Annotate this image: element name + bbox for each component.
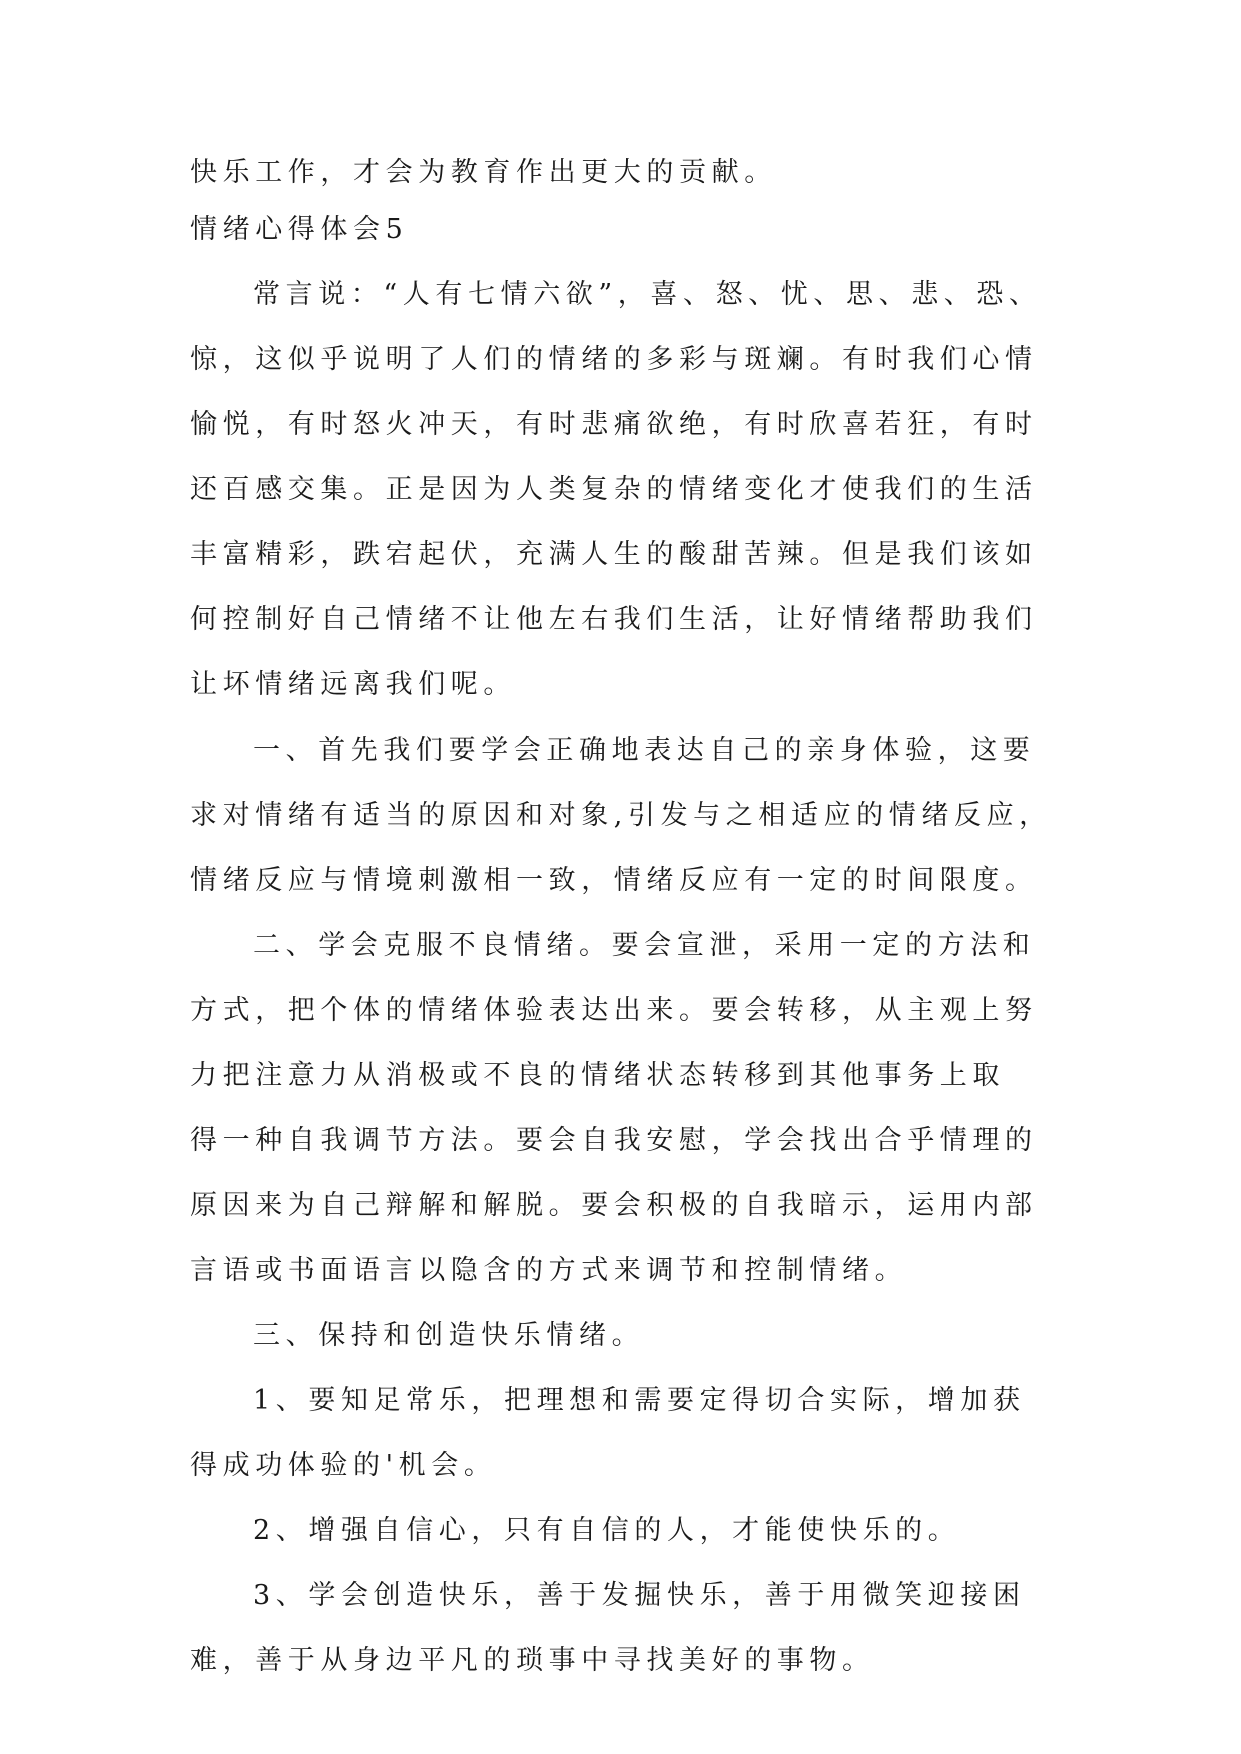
paragraph-first-line: 1、要知足常乐，把理想和需要定得切合实际，增加获 xyxy=(253,1385,1026,1416)
paragraph-first-line: 3、学会创造快乐，善于发掘快乐，善于用微笑迎接困 xyxy=(253,1580,1026,1611)
paragraph-first-line: 一、首先我们要学会正确地表达自己的亲身体验，这要 xyxy=(253,735,1036,766)
body-line: 愉悦，有时怒火冲天，有时悲痛欲绝，有时欣喜若狂，有时 xyxy=(190,409,1038,440)
section-heading: 情绪心得体会5 xyxy=(190,214,409,245)
paragraph-first-line: 2、增强自信心，只有自信的人，才能使快乐的。 xyxy=(253,1515,961,1546)
body-line: 方式，把个体的情绪体验表达出来。要会转移，从主观上努 xyxy=(190,995,1038,1026)
body-line: 得一种自我调节方法。要会自我安慰，学会找出合乎情理的 xyxy=(190,1125,1038,1156)
paragraph-first-line: 常言说：“人有七情六欲”，喜、怒、忧、思、悲、恐、 xyxy=(253,279,1042,310)
body-line: 还百感交集。正是因为人类复杂的情绪变化才使我们的生活 xyxy=(190,474,1038,505)
body-line: 言语或书面语言以隐含的方式来调节和控制情绪。 xyxy=(190,1255,908,1286)
body-line: 难，善于从身边平凡的琐事中寻找美好的事物。 xyxy=(190,1645,875,1676)
body-line: 惊，这似乎说明了人们的情绪的多彩与斑斓。有时我们心情 xyxy=(190,344,1038,375)
body-line: 让坏情绪远离我们呢。 xyxy=(190,669,516,700)
body-line: 快乐工作，才会为教育作出更大的贡献。 xyxy=(190,157,777,188)
paragraph-first-line: 二、学会克服不良情绪。要会宣泄，采用一定的方法和 xyxy=(253,930,1036,961)
body-line: 得成功体验的'机会。 xyxy=(190,1450,497,1481)
paragraph-first-line: 三、保持和创造快乐情绪。 xyxy=(253,1320,645,1351)
body-line: 丰富精彩，跌宕起伏，充满人生的酸甜苦辣。但是我们该如 xyxy=(190,539,1038,570)
body-line: 情绪反应与情境刺激相一致，情绪反应有一定的时间限度。 xyxy=(190,865,1038,896)
body-line: 何控制好自己情绪不让他左右我们生活，让好情绪帮助我们 xyxy=(190,604,1038,635)
body-line: 原因来为自己辩解和解脱。要会积极的自我暗示，运用内部 xyxy=(190,1190,1038,1221)
body-line: 力把注意力从消极或不良的情绪状态转移到其他事务上取 xyxy=(190,1060,1005,1091)
body-line: 求对情绪有适当的原因和对象,引发与之相适应的情绪反应， xyxy=(190,800,1052,831)
